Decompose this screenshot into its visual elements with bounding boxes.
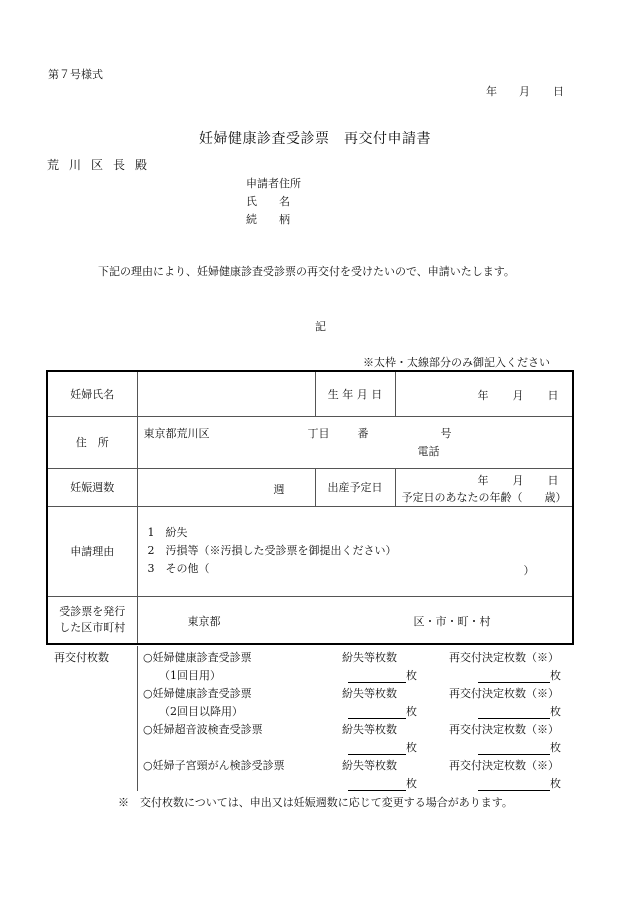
due-year-label: 年 [477, 473, 489, 487]
due-day-label: 日 [547, 473, 559, 487]
issuer-field[interactable] [137, 596, 573, 644]
pregnant-name-label: 妊婦氏名 [47, 371, 137, 416]
pregnancy-weeks-field[interactable] [137, 468, 315, 506]
addressee: 荒川区長殿 [47, 158, 158, 172]
reissue-item-4-decided-field: 枚 [478, 775, 561, 791]
chome-label: 丁目 [307, 426, 330, 440]
footnote: ※ 交付枚数については、申出又は妊娠週数に応じて変更する場合があります。 [118, 796, 513, 809]
application-table [46, 370, 574, 645]
reason-lost[interactable]: 1 紛失 [147, 526, 188, 539]
date-month-label: 月 [519, 85, 530, 98]
reissue-item-2-lost-field[interactable]: 枚 [348, 703, 417, 719]
reissue-item-3-decided-label: 再交付決定枚数（※） [449, 723, 559, 736]
reissue-item-3-lost-field[interactable]: 枚 [348, 739, 417, 755]
form-number: 第７号様式 [48, 68, 103, 81]
reissue-item-3-name: ○妊婦超音波検査受診票 [143, 723, 263, 736]
reissue-item-1-decided-label: 再交付決定枚数（※） [449, 651, 559, 664]
reissue-item-1-lost-field[interactable]: 枚 [348, 667, 417, 683]
row-reason [47, 506, 573, 596]
reissue-item-4-decided-label: 再交付決定枚数（※） [449, 759, 559, 772]
reissue-item-3-lost-label: 紛失等枚数 [342, 723, 397, 736]
row-issuer [47, 596, 573, 644]
reissue-item-2-lost-label: 紛失等枚数 [342, 687, 397, 700]
date-day-label: 日 [553, 85, 564, 98]
reissue-item-2-sub: （2回目以降用） [159, 705, 243, 718]
birthdate-label: 生 年 月 日 [315, 371, 395, 416]
reason-soiled[interactable]: 2 汚損等（※汚損した受診票を御提出ください） [147, 544, 397, 557]
reissue-section [46, 646, 572, 791]
applicant-address-label: 申請者住所 [246, 177, 301, 190]
address-label: 住 所 [47, 416, 137, 468]
reason-label: 申請理由 [47, 506, 137, 596]
reissue-item-4-name: ○妊婦子宮頸がん検診受診票 [143, 759, 285, 772]
age-at-due-text: 予定日のあなたの年齢（ 歳） [401, 490, 567, 504]
go-label: 号 [440, 426, 452, 440]
phone-label: 電話 [417, 444, 440, 458]
reason-other-close: ） [523, 563, 535, 577]
row-weeks [47, 468, 573, 506]
document-title: 妊婦健康診査受診票 再交付申請書 [199, 131, 431, 147]
intro-text: 下記の理由により、妊婦健康診査受診票の再交付を受けたいので、申請いたします。 [98, 265, 515, 278]
applicant-relation-label: 続 柄 [246, 213, 290, 226]
fill-instruction-note: ※太枠・太線部分のみ御記入ください [363, 356, 550, 369]
reason-other[interactable]: 3 その他（ [147, 562, 210, 575]
weeks-unit: 週 [273, 482, 285, 496]
due-month-label: 月 [512, 473, 524, 487]
reissue-divider [137, 646, 138, 791]
reissue-item-1-lost-label: 紛失等枚数 [342, 651, 397, 664]
birth-month-label: 月 [512, 389, 524, 402]
issuer-label-line1: 受診票を発行 [59, 604, 126, 618]
address-field[interactable] [137, 416, 573, 468]
issuer-label-line2: した区市町村 [59, 620, 126, 634]
ban-label: 番 [357, 426, 369, 440]
reissue-item-4-lost-field[interactable]: 枚 [348, 775, 417, 791]
reissue-item-2-decided-field: 枚 [478, 703, 561, 719]
address-prefix: 東京都荒川区 [143, 426, 210, 440]
pregnant-name-field[interactable] [137, 371, 315, 416]
issuer-municipality-options: 区・市・町・村 [413, 614, 491, 628]
reissue-item-2-decided-label: 再交付決定枚数（※） [449, 687, 559, 700]
reason-field[interactable] [137, 506, 573, 596]
due-date-field[interactable] [395, 468, 573, 506]
issuer-tokyo: 東京都 [187, 614, 221, 628]
reissue-item-4-lost-label: 紛失等枚数 [342, 759, 397, 772]
row-address [47, 416, 573, 468]
birthdate-field[interactable] [395, 371, 573, 416]
ki-heading: 記 [315, 320, 326, 333]
reissue-count-label: 再交付枚数 [54, 651, 109, 664]
row-name [47, 371, 573, 416]
date-year-label: 年 [486, 85, 497, 98]
reissue-item-1-sub: （1回目用） [159, 669, 221, 682]
pregnancy-weeks-label: 妊娠週数 [47, 468, 137, 506]
reissue-item-3-decided-field: 枚 [478, 739, 561, 755]
birth-day-label: 日 [547, 389, 559, 402]
applicant-name-label: 氏 名 [246, 195, 290, 208]
reissue-item-2-name: ○妊婦健康診査受診票 [143, 687, 252, 700]
birth-year-label: 年 [477, 389, 489, 402]
issuer-label [47, 596, 137, 644]
due-date-label: 出産予定日 [315, 468, 395, 506]
reissue-item-1-decided-field: 枚 [478, 667, 561, 683]
reissue-item-1-name: ○妊婦健康診査受診票 [143, 651, 252, 664]
